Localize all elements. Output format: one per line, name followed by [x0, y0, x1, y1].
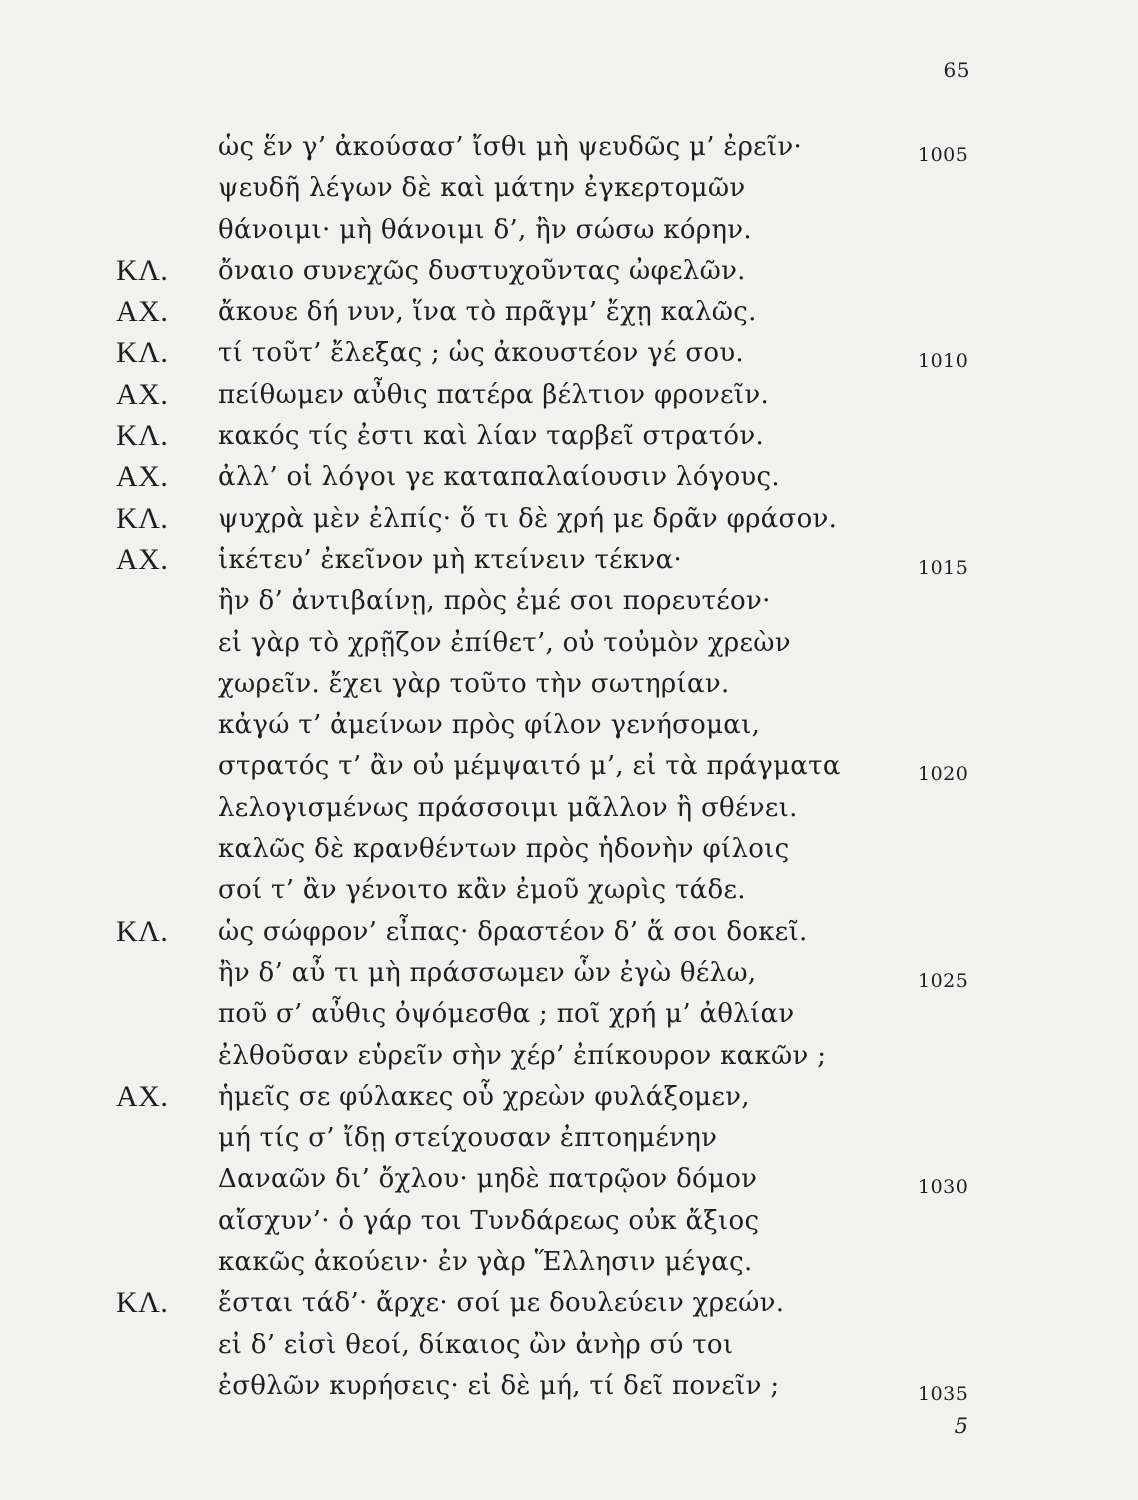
- line-number: 1020: [918, 763, 969, 786]
- speaker-label: ΚΛ.: [116, 336, 169, 370]
- speaker-label: ΚΛ.: [116, 914, 169, 948]
- verse-text: μή τίς σ’ ἴδῃ στείχουσαν ἐπτοημένην: [218, 1123, 718, 1154]
- verse-line: [0, 541, 1138, 582]
- verse-text: ψευδῆ λέγων δὲ καὶ μάτην ἐγκερτομῶν: [218, 173, 746, 204]
- verse-line: [0, 913, 1138, 954]
- verse-text: ποῦ σ’ αὖθις ὀψόμεσθα ; ποῖ χρή μ’ ἀθλίαν: [218, 999, 795, 1030]
- verse-text: αἴσχυν’· ὁ γάρ τοι Τυνδάρεως οὐκ ἄξιος: [218, 1205, 760, 1236]
- verse-line: [0, 1243, 1138, 1284]
- verse-text: ἐσθλῶν κυρήσεις· εἰ δὲ μή, τί δεῖ πονεῖν ;: [218, 1370, 780, 1401]
- speaker-label: ΑΧ.: [116, 1079, 169, 1113]
- verse-line: [0, 1078, 1138, 1119]
- verse-line: [0, 334, 1138, 375]
- verse-block: [0, 128, 1138, 1408]
- verse-text: ὡς σώφρον’ εἶπας· δραστέον δ’ ἅ σοι δοκεῖ.: [218, 916, 808, 947]
- verse-line: [0, 1326, 1138, 1367]
- verse-line: [0, 995, 1138, 1036]
- verse-line: [0, 1367, 1138, 1408]
- verse-line: [0, 954, 1138, 995]
- speaker-label: ΑΧ.: [116, 460, 169, 494]
- verse-text: Δαναῶν δι’ ὄχλου· μηδὲ πατρῷον δόμον: [218, 1164, 758, 1195]
- verse-line: [0, 211, 1138, 252]
- verse-line: [0, 624, 1138, 665]
- verse-text: εἰ δ’ εἰσὶ θεοί, δίκαιος ὢν ἀνὴρ σύ τοι: [218, 1329, 734, 1360]
- verse-line: [0, 128, 1138, 169]
- verse-line: [0, 1160, 1138, 1201]
- line-number: 1010: [918, 350, 969, 373]
- verse-line: [0, 500, 1138, 541]
- verse-text: ἱκέτευ’ ἐκεῖνον μὴ κτείνειν τέκνα·: [218, 544, 683, 575]
- verse-line: [0, 1037, 1138, 1078]
- speaker-label: ΑΧ.: [116, 377, 169, 411]
- page-number: 65: [943, 58, 970, 82]
- verse-text: κἀγώ τ’ ἀμείνων πρὸς φίλον γενήσομαι,: [218, 710, 761, 741]
- speaker-label: ΑΧ.: [116, 542, 169, 576]
- speaker-label: ΚΛ.: [116, 501, 169, 535]
- speaker-label: ΑΧ.: [116, 295, 169, 329]
- speaker-label: ΚΛ.: [116, 253, 169, 287]
- verse-line: [0, 747, 1138, 788]
- verse-line: [0, 1202, 1138, 1243]
- verse-text: ἡμεῖς σε φύλακες οὗ χρεὼν φυλάξομεν,: [218, 1081, 750, 1112]
- verse-line: [0, 376, 1138, 417]
- line-number: 1035: [918, 1382, 969, 1405]
- verse-text: ἔσται τάδ’· ἄρχε· σοί με δουλεύειν χρεών.: [218, 1288, 785, 1319]
- verse-line: [0, 1119, 1138, 1160]
- verse-text: ἢν δ’ αὖ τι μὴ πράσσωμεν ὧν ἐγὼ θέλω,: [218, 957, 757, 988]
- verse-line: [0, 169, 1138, 210]
- verse-line: [0, 665, 1138, 706]
- verse-line: [0, 293, 1138, 334]
- verse-text: λελογισμένως πράσσοιμι μᾶλλον ἢ σθένει.: [218, 792, 798, 823]
- verse-text: ἀλλ’ οἱ λόγοι γε καταπαλαίουσιν λόγους.: [218, 462, 780, 493]
- speaker-label: ΚΛ.: [116, 419, 169, 453]
- line-number: 1025: [918, 969, 969, 992]
- verse-text: κακός τίς ἐστι καὶ λίαν ταρβεῖ στρατόν.: [218, 421, 765, 452]
- line-number: 1015: [918, 556, 969, 579]
- verse-line: [0, 830, 1138, 871]
- verse-line: [0, 706, 1138, 747]
- signature-mark: 5: [954, 1414, 968, 1438]
- verse-text: τί τοῦτ’ ἔλεξας ; ὡς ἀκουστέον γέ σου.: [218, 338, 744, 369]
- verse-text: κακῶς ἀκούειν· ἐν γὰρ Ἕλλησιν μέγας.: [218, 1247, 753, 1278]
- verse-text: θάνοιμι· μὴ θάνοιμι δ’, ἢν σώσω κόρην.: [218, 214, 752, 245]
- verse-text: ὄναιο συνεχῶς δυστυχοῦντας ὠφελῶν.: [218, 255, 746, 286]
- verse-text: πείθωμεν αὖθις πατέρα βέλτιον φρονεῖν.: [218, 379, 770, 410]
- speaker-label: ΚΛ.: [116, 1286, 169, 1320]
- verse-line: [0, 871, 1138, 912]
- verse-text: ἄκουε δή νυν, ἵνα τὸ πρᾶγμ’ ἔχῃ καλῶς.: [218, 297, 757, 328]
- verse-text: εἰ γὰρ τὸ χρῇζον ἐπίθετ’, οὐ τοὐμὸν χρεὼν: [218, 627, 791, 658]
- verse-text: ἐλθοῦσαν εὑρεῖν σὴν χέρ’ ἐπίκουρον κακῶν ;: [218, 1040, 827, 1071]
- line-number: 1005: [918, 144, 969, 166]
- verse-line: [0, 417, 1138, 458]
- verse-line: [0, 252, 1138, 293]
- verse-text: ψυχρὰ μὲν ἐλπίς· ὅ τι δὲ χρή με δρᾶν φράσον.: [218, 503, 838, 534]
- verse-text: ἢν δ’ ἀντιβαίνῃ, πρὸς ἐμέ σοι πορευτέον·: [218, 586, 771, 617]
- verse-text: καλῶς δὲ κρανθέντων πρὸς ἡδονὴν φίλοις: [218, 834, 790, 865]
- verse-line: [0, 582, 1138, 623]
- verse-line: [0, 789, 1138, 830]
- verse-text: στρατός τ’ ἂν οὐ μέμψαιτό μ’, εἰ τὰ πράγματα: [218, 751, 841, 782]
- line-number: 1030: [918, 1176, 969, 1199]
- verse-text: χωρεῖν. ἔχει γὰρ τοῦτο τὴν σωτηρίαν.: [218, 668, 730, 699]
- verse-line: [0, 1284, 1138, 1325]
- verse-text: ὡς ἕν γ’ ἀκούσασ’ ἴσθι μὴ ψευδῶς μ’ ἐρεῖν·: [218, 132, 803, 162]
- verse-text: σοί τ’ ἂν γένοιτο κἂν ἐμοῦ χωρὶς τάδε.: [218, 875, 746, 906]
- verse-line: [0, 458, 1138, 499]
